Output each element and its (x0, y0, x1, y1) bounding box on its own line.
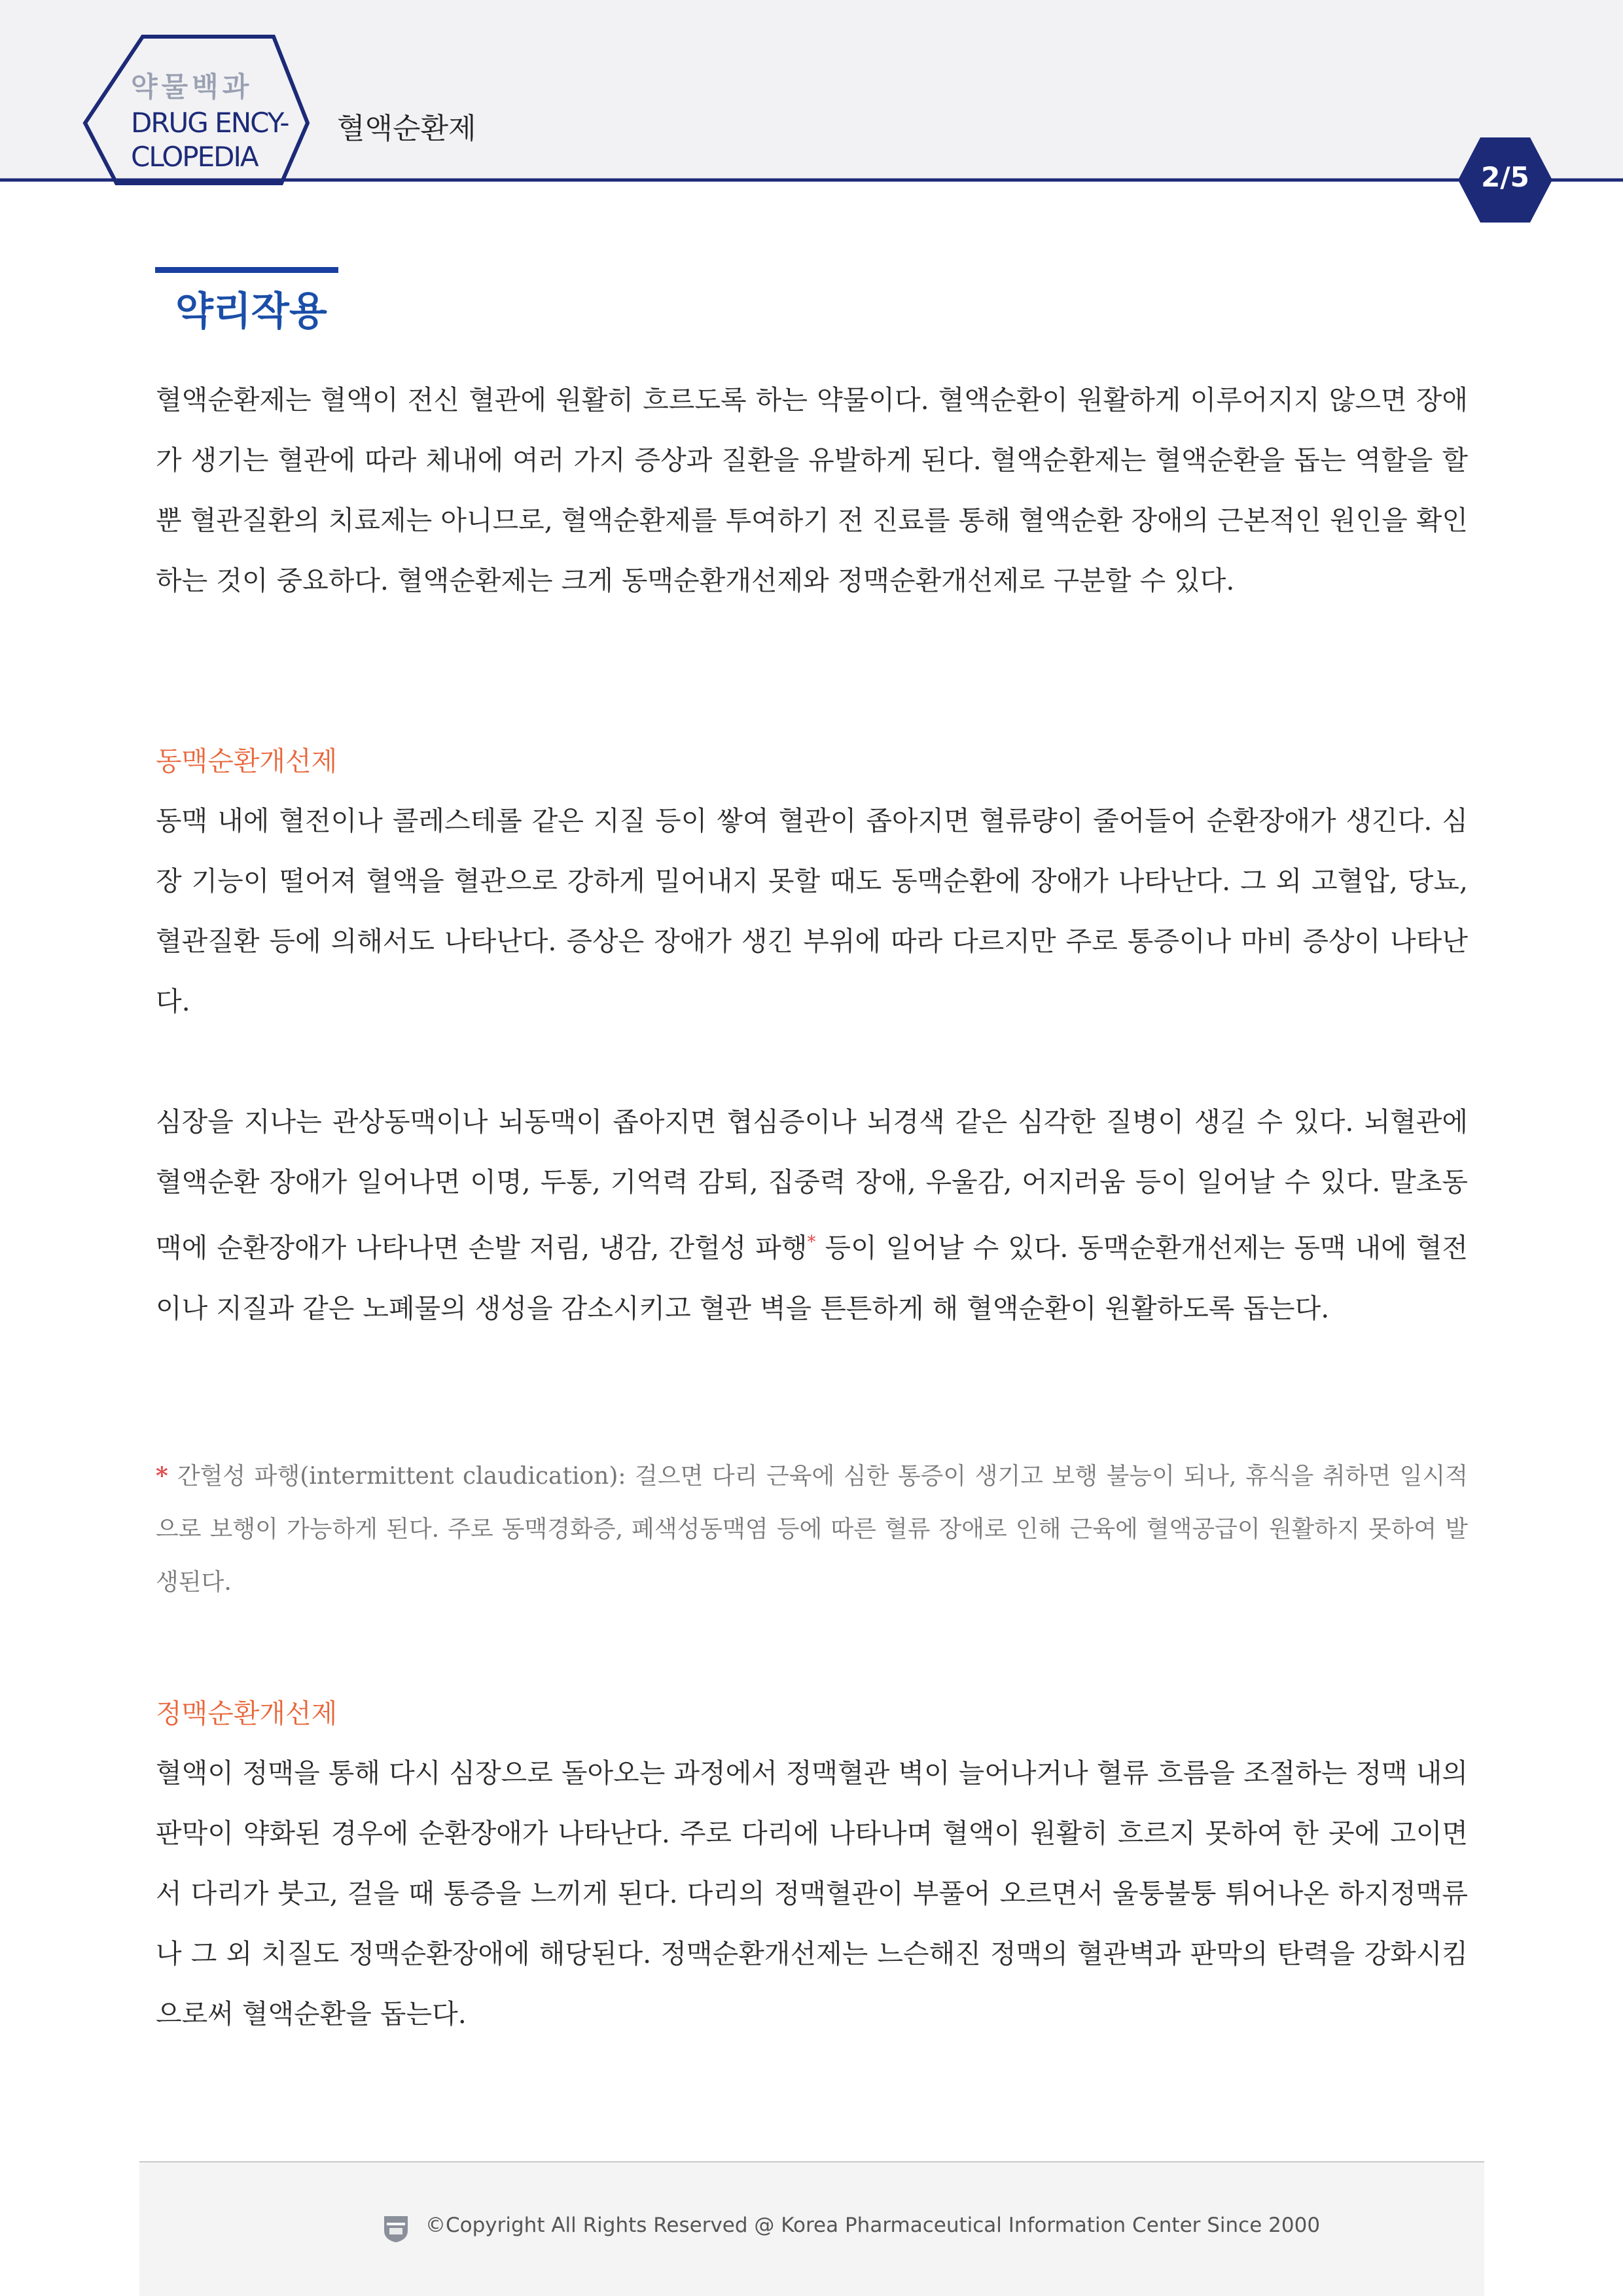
intro-paragraph: 혈액순환제는 혈액이 전신 혈관에 원활히 흐르도록 하는 약물이다. 혈액순환이 원활하게 이루어지지 않으면 장애가 생기는 혈관에 따라 체내에 여러 가지 증상과 질환을 유발하게 된다. 혈액순환제는 혈액순환을 돕는 역할을 할 뿐 혈관질환의 치료제는 아니므로, 혈액순환제를 투여하기 전 진료를 통해 혈액순환 장애의 근본적인 원인을 확인하는 것이 중요하다. 혈액순환제는 크게 동맥순환개선제와 정맥순환개선제로 구분할 수 있다. (156, 384, 1468, 596)
document-title: 혈액순환제 (337, 112, 476, 145)
logo-english-line1: DRUG ENCY- (131, 107, 289, 139)
section-accent-bar (155, 267, 338, 273)
logo-english (131, 106, 301, 174)
arterial-heading: 동맥순환개선제 (156, 745, 338, 777)
venous-heading: 정맥순환개선제 (156, 1698, 338, 1729)
footnote-reference: * (807, 1232, 816, 1252)
footnote-marker: * (156, 1462, 168, 1490)
logo-english-line2: CLOPEDIA (131, 141, 258, 173)
arterial-paragraph-1: 동맥 내에 혈전이나 콜레스테롤 같은 지질 등이 쌓여 혈관이 좁아지면 혈류량이 줄어들어 순환장애가 생긴다. 심장 기능이 떨어져 혈액을 혈관으로 강하게 밀어내지 못할 때도 동맥순환에 장애가 나타난다. 그 외 고혈압, 당뇨, 혈관질환 등에 의해서도 나타난다. 증상은 장애가 생긴 부위에 따라 다르지만 주로 통증이나 마비 증상이 나타난다. (156, 805, 1468, 1017)
page-indicator: 2/5 (1481, 161, 1529, 193)
section-title: 약리작용 (175, 289, 327, 334)
venous-paragraph: 혈액이 정맥을 통해 다시 심장으로 돌아오는 과정에서 정맥혈관 벽이 늘어나거나 혈류 흐름을 조절하는 정맥 내의 판막이 약화된 경우에 순환장애가 나타난다. 주로 다리에 나타나며 혈액이 원활히 흐르지 못하여 한 곳에 고이면서 다리가 붓고, 걸을 때 통증을 느끼게 된다. 다리의 정맥혈관이 부풀어 오르면서 울퉁불퉁 튀어나온 하지정맥류나 그 외 치질도 정맥순환장애에 해당된다. 정맥순환개선제는 느슨해진 정맥의 혈관벽과 판막의 탄력을 강화시킴으로써 혈액순환을 돕는다. (156, 1757, 1468, 2030)
kpic-shield-icon (382, 2214, 410, 2244)
arterial-paragraph-2-part2: 등이 일어날 수 있다. 동맥순환개선제는 동맥 내에 혈전이나 지질과 같은 노폐물의 생성을 감소시키고 혈관 벽을 튼튼하게 해 혈액순환이 원활하도록 돕는다. (156, 1232, 1469, 1324)
arterial-paragraph-2-part1: 심장을 지나는 관상동맥이나 뇌동맥이 좁아지면 협심증이나 뇌경색 같은 심각한 질병이 생길 수 있다. 뇌혈관에 혈액순환 장애가 일어나면 이명, 두통, 기억력 감퇴, 집중력 장애, 우울감, 어지러움 등이 일어날 수 있다. 말초동맥에 순환장애가 나타나면 손발 저림, 냉감, 간헐성 파행 (156, 1106, 1468, 1264)
footer-copyright: ©Copyright All Rights Reserved @ Korea Pharmaceutical Information Center Since 2000 (425, 2214, 1321, 2237)
arterial-paragraph-2 (156, 1092, 1468, 1338)
footnote-text: 간헐성 파행(intermittent claudication): 걸으면 다리 근육에 심한 통증이 생기고 보행 불능이 되나, 휴식을 취하면 일시적으로 보행이 가능하게 된다. 주로 동맥경화증, 폐색성동맥염 등에 따른 혈류 장애로 인해 근육에 혈액공급이 원활하지 못하여 발생된다. (156, 1463, 1468, 1596)
footnote (156, 1450, 1468, 1609)
logo-korean: 약물백과 (131, 71, 253, 103)
